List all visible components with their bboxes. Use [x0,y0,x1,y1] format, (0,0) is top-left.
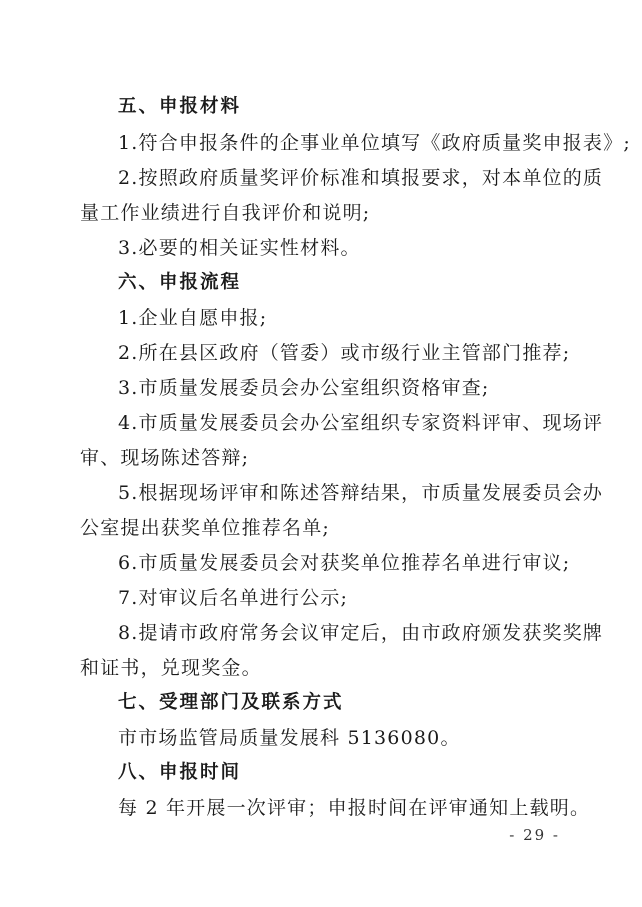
section-6-item-5-line-1: 5.根据现场评审和陈述答辩结果，市质量发展委员会办 [118,482,604,504]
section-6-item-6: 6.市质量发展委员会对获奖单位推荐名单进行审议; [118,552,571,574]
section-7-contact: 市市场监管局质量发展科 5136080。 [118,727,461,749]
page-number: - 29 - [509,826,560,844]
section-7-title: 七、受理部门及联系方式 [118,692,344,713]
section-5-item-2-line-1: 2.按照政府质量奖评价标准和填报要求，对本单位的质 [118,167,604,189]
section-6-item-4-line-1: 4.市质量发展委员会办公室组织专家资料评审、现场评 [118,412,604,434]
section-6-item-5-line-2: 公室提出获奖单位推荐名单; [80,517,331,539]
section-5-item-2-line-2: 量工作业绩进行自我评价和说明; [80,202,371,224]
section-6-item-2: 2.所在县区政府（管委）或市级行业主管部门推荐; [118,342,571,364]
section-6-item-4-line-2: 审、现场陈述答辩; [80,447,250,469]
section-8-schedule: 每 2 年开展一次评审；申报时间在评审通知上载明。 [118,797,591,819]
section-6-item-8-line-1: 8.提请市政府常务会议审定后，由市政府颁发获奖奖牌 [118,622,604,644]
section-6-item-7: 7.对审议后名单进行公示; [118,587,349,609]
section-6-item-1: 1.企业自愿申报; [118,307,268,329]
section-5-item-1: 1.符合申报条件的企事业单位填写《政府质量奖申报表》; [118,132,631,154]
section-5-title: 五、申报材料 [118,96,242,117]
section-6-item-8-line-2: 和证书，兑现奖金。 [80,657,262,679]
section-6-item-3: 3.市质量发展委员会办公室组织资格审查; [118,377,490,399]
section-5-item-3: 3.必要的相关证实性材料。 [118,237,361,259]
section-8-title: 八、申报时间 [118,762,242,783]
section-6-title: 六、申报流程 [118,272,242,293]
